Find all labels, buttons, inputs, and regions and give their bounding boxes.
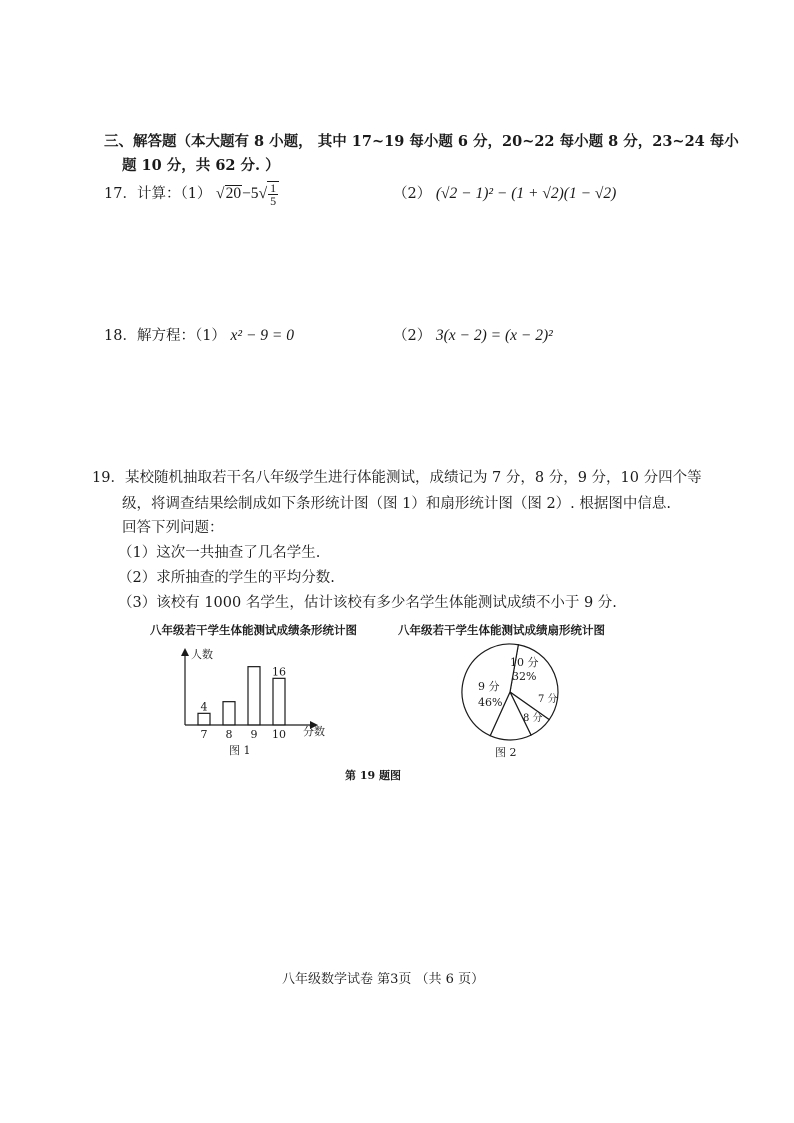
question-17-part2 — [393, 180, 616, 208]
section-heading-line2: 题 10 分，共 62 分. ） — [122, 157, 280, 174]
bar-chart-y-arrow — [181, 648, 189, 656]
coefficient: −5 — [242, 185, 259, 202]
question-18-label: 18．解方程：（1） — [104, 328, 226, 344]
question-19-line2: 级，将调查结果绘制成如下条形统计图（图 1）和扇形统计图（图 2）. 根据图中信息. — [122, 496, 671, 512]
pie-pct-10: 32% — [512, 670, 537, 683]
fraction-denominator: 5 — [270, 193, 277, 208]
bar-tick-10: 10 — [272, 728, 286, 741]
section-heading-line1: 三、解答题（本大题有 8 小题， 其中 17~19 每小题 6 分，20~22 每小题 8 分，23~24 每小 — [104, 133, 739, 150]
bar-8 — [223, 702, 235, 725]
bar-10 — [273, 678, 285, 725]
question-19-sub1: （1）这次一共抽查了几名学生. — [118, 545, 321, 561]
radicand-20: 20 — [225, 185, 242, 202]
bar-chart-title: 八年级若干学生体能测试成绩条形统计图 — [150, 623, 357, 637]
fraction-numerator: 1 — [270, 180, 277, 195]
question-19-sub3: （3）该校有 1000 名学生，估计该校有多少名学生体能测试成绩不小于 9 分. — [118, 595, 617, 611]
pie-label-8: 8 分 — [523, 713, 543, 724]
fraction-1-over-5 — [268, 182, 278, 207]
question-19-line1: 19．某校随机抽取若干名八年级学生进行体能测试，成绩记为 7 分，8 分，9 分，10 分四个等 — [92, 470, 702, 486]
pie-label-10: 10 分 — [510, 656, 539, 669]
question-17 — [104, 180, 279, 208]
pie-pct-9: 46% — [478, 696, 503, 709]
bar-chart-y-label: 人数 — [191, 648, 213, 661]
question-18 — [104, 322, 294, 350]
figure-caption: 第 19 题图 — [345, 769, 401, 782]
bar-9 — [248, 667, 260, 725]
bar-chart-x-label: 分数 — [303, 725, 325, 738]
bar-7 — [198, 713, 210, 725]
pie-chart-title: 八年级若干学生体能测试成绩扇形统计图 — [398, 623, 605, 637]
bar-chart-caption: 图 1 — [229, 744, 251, 757]
bar-tick-8: 8 — [225, 728, 233, 741]
question-19-line3: 回答下列问题： — [122, 520, 224, 536]
question-17-part2-label: （2） — [393, 186, 432, 202]
pie-label-7: 7 分 — [538, 694, 558, 705]
question-17-label: 17．计算：（1） — [104, 186, 212, 202]
page-footer: 八年级数学试卷 第3页 （共 6 页） — [282, 972, 485, 987]
question-18-part2 — [393, 322, 553, 350]
question-18-part1-expression: x² − 9 = 0 — [230, 327, 294, 344]
question-19-sub2: （2）求所抽查的学生的平均分数. — [118, 570, 335, 586]
pie-chart-caption: 图 2 — [495, 746, 517, 759]
pie-label-9: 9 分 — [478, 680, 500, 693]
question-18-part2-label: （2） — [393, 328, 432, 344]
pie-chart — [460, 642, 570, 742]
bar-value-label-7: 4 — [200, 700, 208, 714]
bar-tick-9: 9 — [250, 728, 258, 741]
bar-tick-7: 7 — [200, 728, 208, 741]
question-18-part2-expression: 3(x − 2) = (x − 2)² — [435, 327, 553, 344]
bar-value-label-10: 16 — [272, 665, 286, 679]
question-17-part2-expression: (√2 − 1)² − (1 + √2)(1 − √2) — [435, 185, 617, 202]
question-17-part1-expression: √20−5√ $\frac{1}{5}$ — [216, 185, 279, 202]
